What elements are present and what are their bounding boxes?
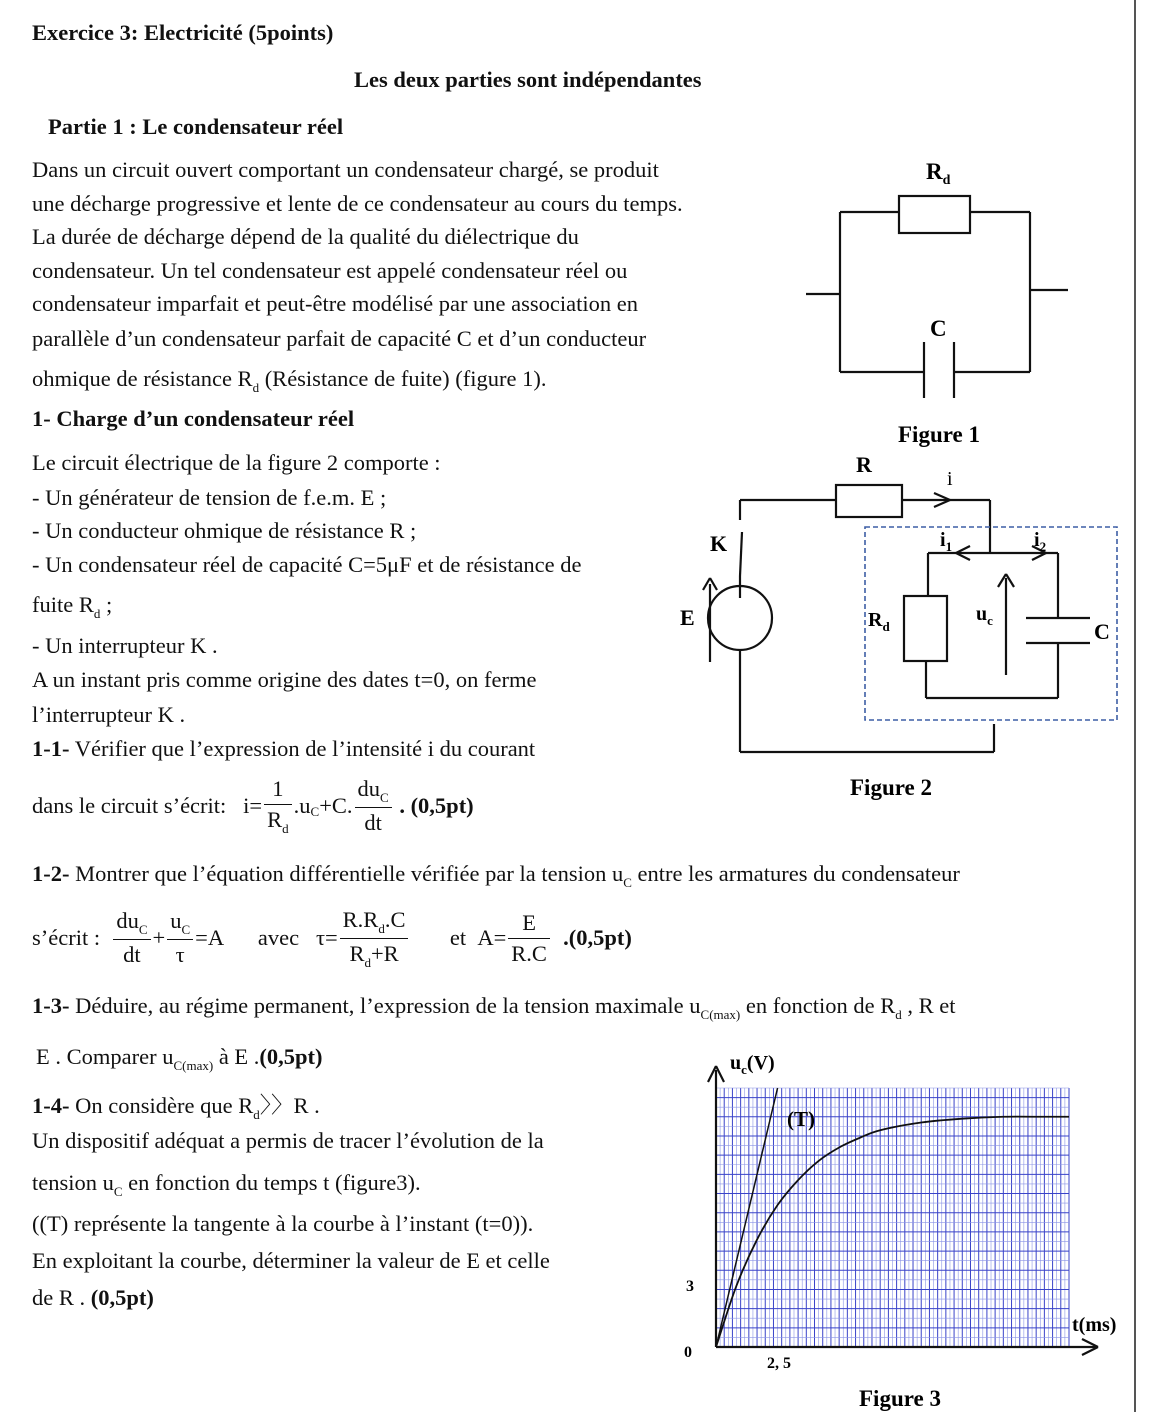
fig2-label-i1: $i_1$ (940, 529, 953, 554)
list-capacitor: - Un condensateur réel de capacité C=5μF et de résistance de (32, 552, 582, 577)
intro-line-2: une décharge progressive et lente de ce condensateur au cours du temps. (32, 191, 683, 216)
q14-line-1: 1-4- On considère que $R_d$〉〉R . (32, 1093, 320, 1122)
q12-fraction-A: $\frac{E}{R.C}$ (508, 908, 550, 969)
q14-line-6: de R . (0,5pt) (32, 1285, 154, 1310)
q12-fraction-tau: $\frac{R.R_d.C}{R_d+R}$ (340, 905, 409, 972)
q12-line-2: s’écrit : $\frac{du_C}{dt}$ + $\frac{u_C}{\tau}$ =A avec τ= $\frac{R.R_d.C}{R_d+R}$ et A= $\frac{E}{R.C}$ .(0,5pt) (32, 906, 632, 970)
intro-line-6: parallèle d’un condensateur parfait de capacité C et d’un conducteur (32, 326, 647, 351)
figure1-circuit (800, 150, 1080, 450)
fig3-tick-y: 3 (686, 1278, 694, 1295)
switch-line-1: A un instant pris comme origine des dates t=0, on ferme (32, 667, 537, 692)
fig2-label-r: R (856, 452, 872, 477)
subtitle: Les deux parties sont indépendantes (354, 67, 702, 92)
q11-fraction-2: $\frac{du_C}{dt}$ (355, 774, 392, 838)
section1-title: 1- Charge d’un condensateur réel (32, 406, 355, 431)
list-leak: fuite $R_d$ ; (32, 592, 113, 621)
q13-line-1: 1-3- Déduire, au régime permanent, l’expression de la tension maximale $u_{C(max)}$ en fonction de $R_d$ , R et (32, 993, 956, 1022)
q14-line-2: Un dispositif adéquat a permis de tracer l’évolution de la (32, 1128, 544, 1153)
q13-line-2: E . Comparer $u_{C(max)}$ à E .(0,5pt) (36, 1044, 323, 1073)
part1-title: Partie 1 : Le condensateur réel (48, 114, 344, 139)
q11-line-1: 1-1- Vérifier que l’expression de l’intensité i du courant (32, 736, 536, 761)
intro-line-4: condensateur. Un tel condensateur est appelé condensateur réel ou (32, 258, 628, 283)
fig3-caption: Figure 3 (859, 1386, 941, 1411)
fig2-switch-k (740, 532, 742, 576)
fig1-label-c: C (930, 316, 947, 341)
q11-line-2: dans le circuit s’écrit: i= $\frac{1}{R_d}$ .u C +C. $\frac{du_C}{dt}$ . (0,5pt) (32, 776, 474, 836)
fig2-label-e: E (680, 605, 695, 630)
figure3-chart (670, 1040, 1130, 1412)
fig3-tangent-label: (T) (787, 1107, 815, 1131)
fig3-ylabel: $u_c(V)$ (730, 1052, 775, 1077)
page-right-border (1134, 0, 1136, 1412)
fig1-label-rd: $R_d$ (926, 159, 951, 188)
fig2-label-uc: $u_c$ (976, 603, 993, 628)
q11-fraction-1: $\frac{1}{R_d}$ (264, 774, 292, 838)
q14-line-4: ((T) représente la tangente à la courbe à l’instant (t=0)). (32, 1211, 534, 1236)
exercise-title: Exercice 3: Electricité (5points) (32, 20, 334, 45)
circuit-intro: Le circuit électrique de la figure 2 comporte : (32, 450, 441, 475)
fig1-resistor-rd (899, 196, 970, 233)
fig3-xlabel: t(ms) (1072, 1314, 1117, 1336)
fig2-label-k: K (710, 531, 728, 556)
fig2-caption: Figure 2 (850, 775, 932, 800)
fig2-label-c: C (1094, 619, 1110, 644)
q14-line-5: En exploitant la courbe, déterminer la valeur de E et celle (32, 1248, 550, 1273)
intro-line-3: La durée de décharge dépend de la qualité du diélectrique du (32, 224, 579, 249)
q12-fraction-du: $\frac{du_C}{dt}$ (113, 906, 150, 970)
intro-line-1: Dans un circuit ouvert comportant un condensateur chargé, se produit (32, 157, 659, 182)
switch-line-2: l’interrupteur K . (32, 702, 186, 727)
fig3-tick-x: 2, 5 (767, 1355, 791, 1372)
fig3-origin: 0 (684, 1344, 692, 1361)
fig1-caption: Figure 1 (898, 422, 980, 447)
intro-line-7: ohmique de résistance $R_d$ (Résistance de fuite) (figure 1). (32, 366, 547, 395)
fig2-resistor-rd (904, 596, 947, 661)
list-generator: - Un générateur de tension de f.e.m. E ; (32, 485, 387, 510)
fig2-label-rd: $R_d$ (868, 609, 890, 634)
fig2-resistor-r (836, 485, 902, 517)
list-resistor: - Un conducteur ohmique de résistance R ; (32, 518, 417, 543)
fig2-label-i: i (947, 468, 953, 490)
q12-fraction-u: $\frac{u_C}{\tau}$ (167, 906, 193, 970)
fig2-label-i2: $i_2$ (1034, 529, 1047, 554)
figure2-circuit (670, 450, 1130, 810)
q12-line-1: 1-2- Montrer que l’équation différentielle vérifiée par la tension $u_C$ entre les armatures du condensateur (32, 861, 960, 890)
q14-line-3: tension $u_C$ en fonction du temps t (figure3). (32, 1170, 421, 1199)
list-switch: - Un interrupteur K . (32, 633, 218, 658)
intro-line-5: condensateur imparfait et peut-être modélisé par une association en (32, 291, 639, 316)
